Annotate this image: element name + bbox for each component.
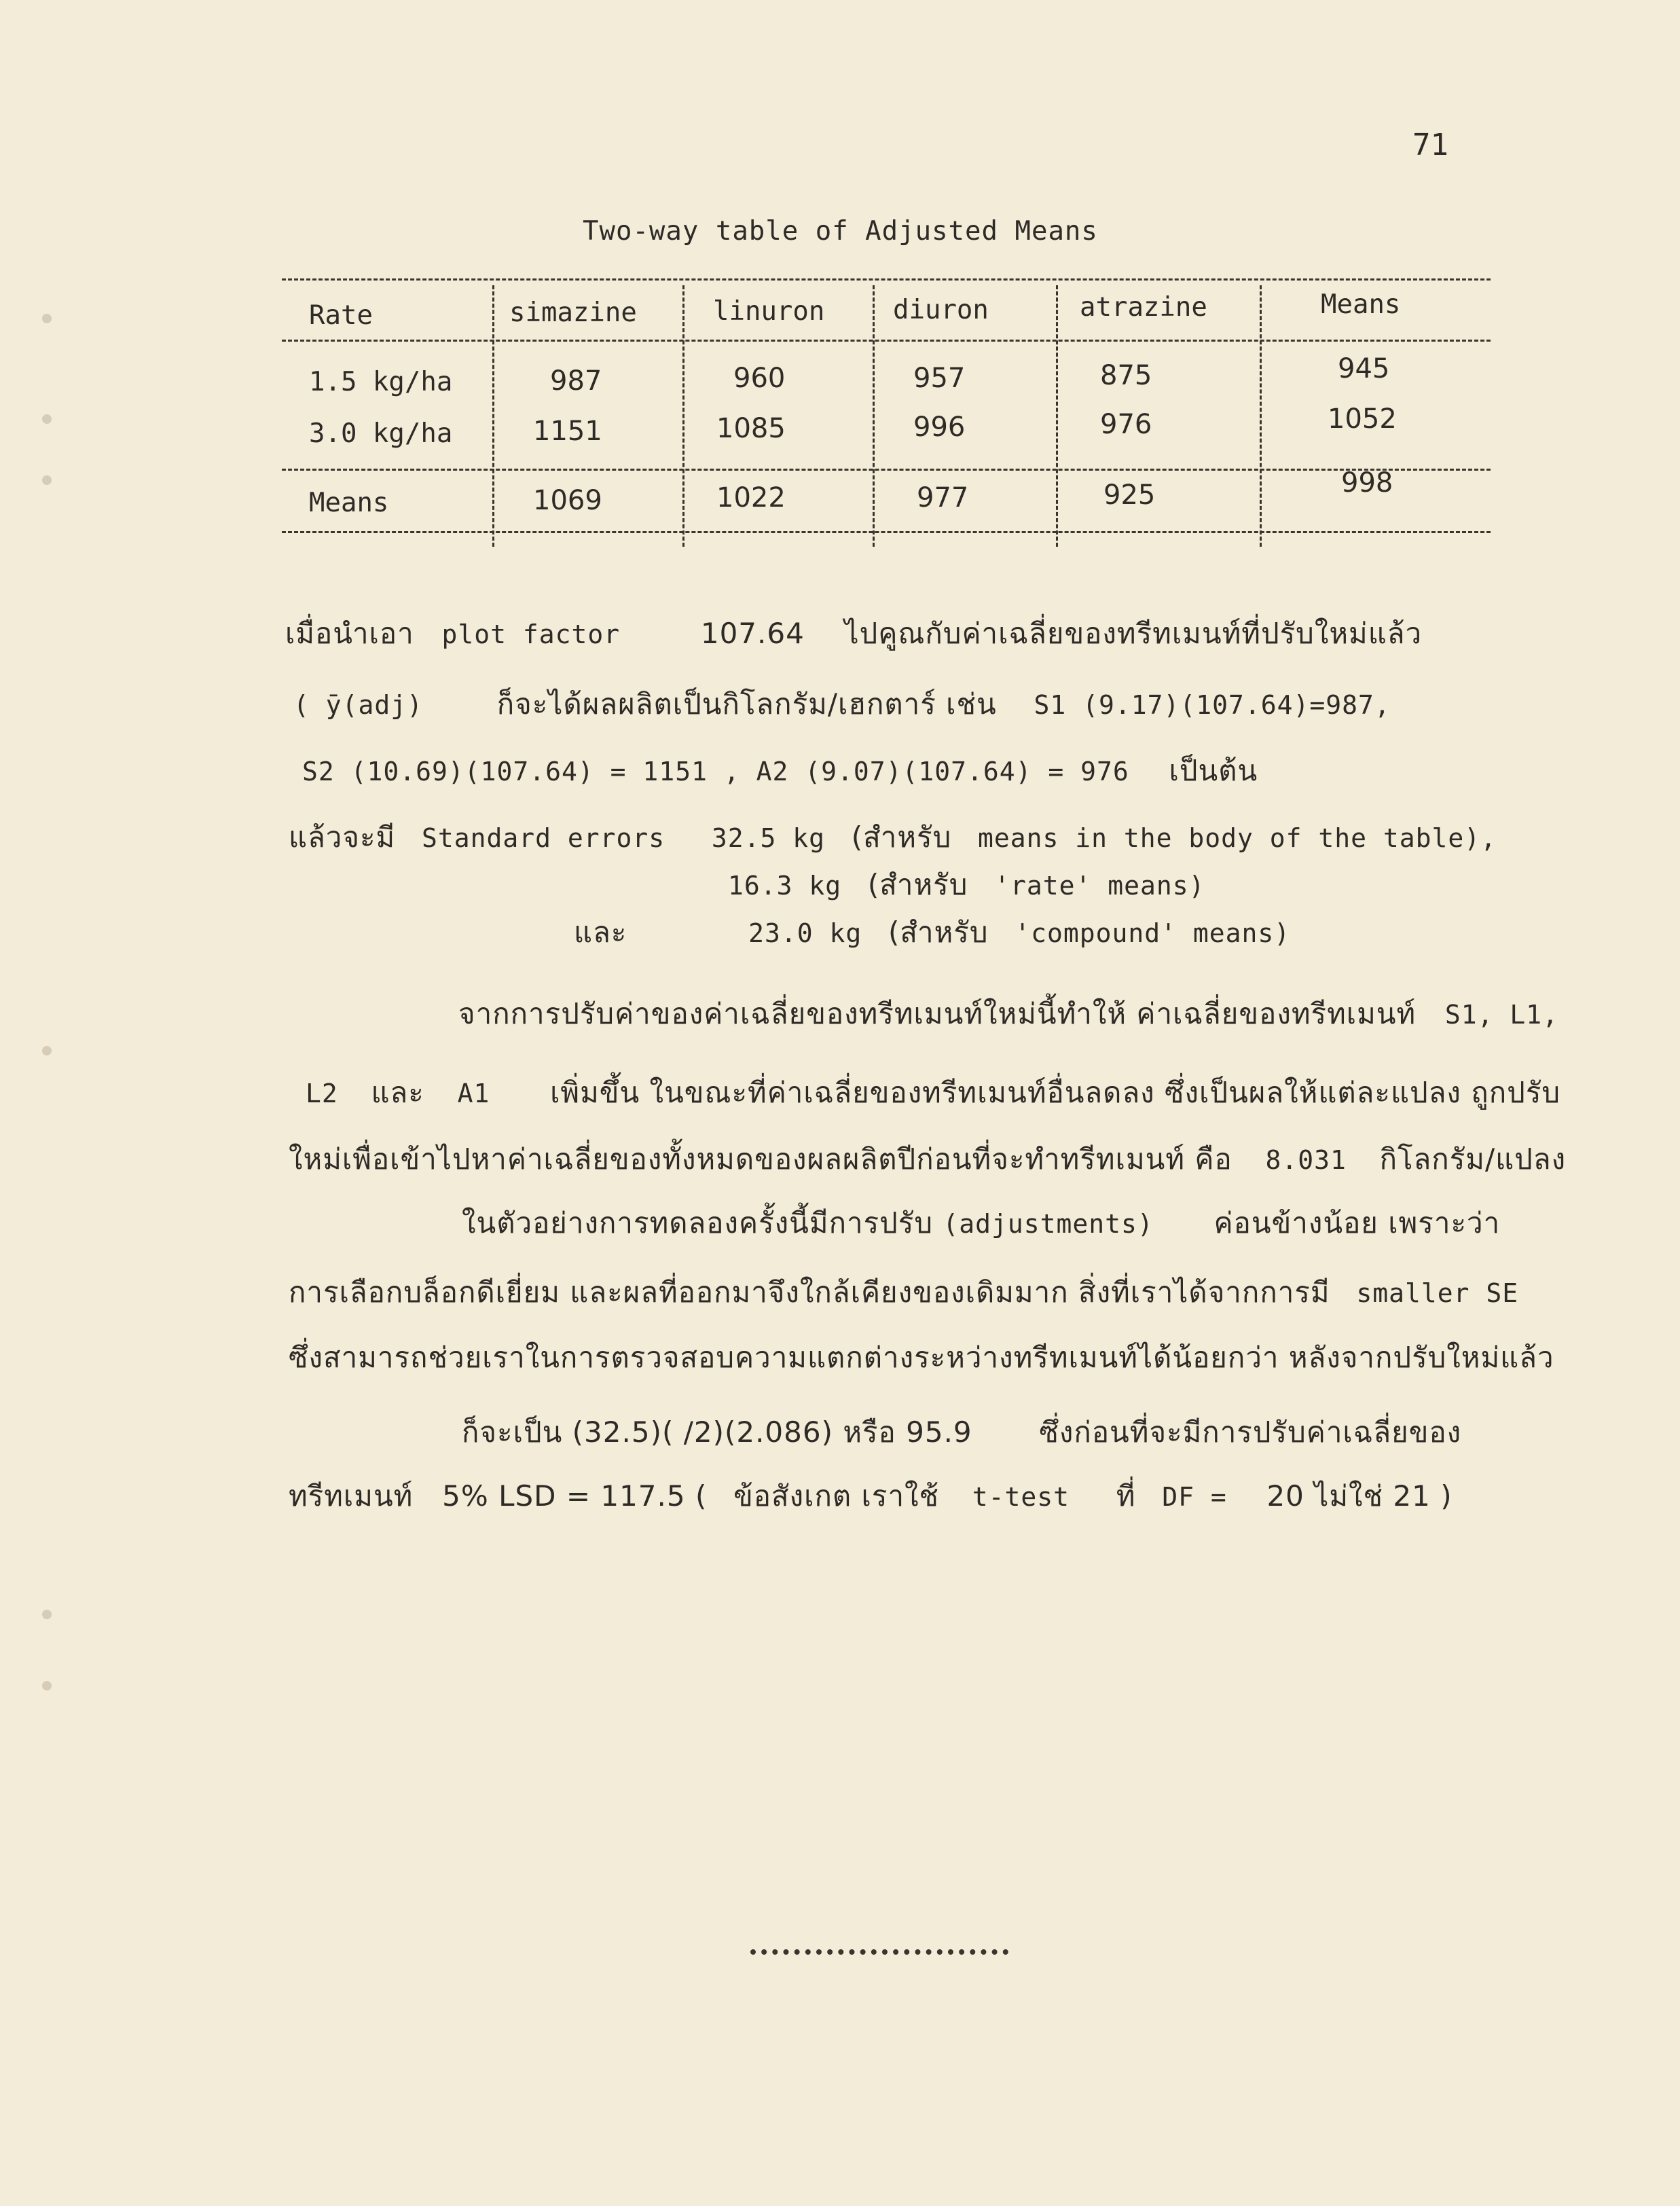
text-line (289, 1137, 1566, 1182)
text-run: ซึ่งก่อนที่จะมีการปรับค่าเฉลี่ยของ (1039, 1415, 1462, 1449)
table-column-rule (1260, 285, 1262, 547)
text-run: ไปคูณกับค่าเฉลี่ยของทรีทเมนท์ที่ปรับใหม่แล้ว (844, 617, 1423, 650)
table-header-rule (282, 340, 1491, 342)
table-cell: 998 (1341, 467, 1393, 499)
text-run: ทรีทเมนท์ (289, 1479, 414, 1513)
adjusted-means-table (282, 278, 1491, 550)
text-run: จากการปรับค่าของค่าเฉลี่ยของทรีทเมนท์ใหม่นี้ทำให้ ค่าเฉลี่ยของทรีทเมนท์ (458, 997, 1417, 1030)
text-line (293, 682, 1391, 727)
text-run: และ (371, 1076, 424, 1109)
text-line (289, 815, 1497, 860)
text-run: 5% LSD = 117.5 ( (442, 1479, 708, 1513)
text-run: L2 (306, 1079, 338, 1108)
text-run: ค่อนข้างน้อย เพราะว่า (1213, 1206, 1501, 1240)
header-rate: Rate (309, 300, 373, 331)
binder-hole-mark (42, 475, 52, 485)
text-run: 16.3 kg (728, 871, 842, 901)
means-row-label: Means (309, 488, 389, 518)
header-diuron: diuron (893, 295, 989, 325)
text-line (458, 992, 1558, 1036)
text-run: (สำหรับ (851, 820, 952, 854)
text-line (574, 910, 1290, 955)
text-run: เป็นต้น (1169, 754, 1258, 787)
table-column-rule (682, 285, 684, 547)
binder-hole-mark (42, 414, 52, 424)
text-line (462, 1410, 1461, 1455)
text-run: เพิ่มขึ้น ในขณะที่ค่าเฉลี่ยของทรีทเมนท์อื่นลดลง ซึ่งเป็นผลให้แต่ละแปลง ถูกปรับ (550, 1076, 1561, 1109)
table-means-rule (282, 469, 1491, 471)
binder-hole-mark (42, 1610, 52, 1619)
table-column-rule (1056, 285, 1058, 547)
table-column-rule (873, 285, 875, 547)
table-cell: 996 (913, 412, 966, 443)
text-run: (สำหรับ (888, 916, 989, 949)
text-run: t-test (972, 1482, 1070, 1512)
header-simazine: simazine (509, 297, 637, 328)
text-run: (สำหรับ (867, 868, 968, 901)
table-cell: 976 (1100, 409, 1152, 440)
text-run: S1, L1, (1444, 1000, 1559, 1030)
text-run: S2 (10.69)(107.64) = 1151 , A2 (9.07)(107.64) = 976 (302, 757, 1129, 786)
table-cell: 957 (913, 363, 966, 394)
row-label: 3.0 kg/ha (309, 418, 453, 449)
binder-hole-mark (42, 314, 52, 323)
text-run: S1 (9.17)(107.64)=987, (1034, 690, 1391, 720)
text-run: เมื่อนำเอา (285, 617, 414, 650)
text-run: ก็จะเป็น (32.5)( /2)(2.086) หรือ 95.9 (462, 1415, 972, 1449)
text-run: A1 (457, 1079, 490, 1108)
table-cell: 1052 (1328, 403, 1397, 435)
table-cell: 1085 (716, 413, 786, 444)
text-run: กิโลกรัม/แปลง (1379, 1142, 1567, 1176)
text-run: Standard errors (421, 823, 665, 853)
text-line (289, 1335, 1554, 1380)
table-cell: 1151 (533, 416, 602, 447)
table-column-rule (492, 285, 494, 547)
text-run: ก็จะได้ผลผลิตเป็นกิโลกรัม/เฮกตาร์ เช่น (496, 687, 997, 721)
text-run: ( ȳ(adj) (293, 690, 424, 720)
header-linuron: linuron (713, 296, 825, 327)
text-run: 107.64 (700, 617, 805, 650)
table-cell: 945 (1338, 353, 1390, 384)
table-cell: 987 (550, 365, 602, 397)
table-cell: 977 (917, 482, 969, 513)
row-label: 1.5 kg/ha (309, 367, 453, 397)
header-means: Means (1321, 289, 1401, 320)
text-line (302, 748, 1258, 793)
text-run: การเลือกบล็อกดีเยี่ยม และผลที่ออกมาจึงใกล้เคียงของเดิมมาก สิ่งที่เราได้จากการมี (289, 1276, 1330, 1309)
table-cell: 1022 (716, 482, 786, 513)
text-run: 8.031 (1265, 1145, 1347, 1175)
text-line (306, 1070, 1560, 1115)
table-title: Two-way table of Adjusted Means (583, 216, 1098, 247)
table-cell: 960 (733, 363, 786, 394)
text-run: ที่ (1116, 1479, 1136, 1513)
table-top-rule (282, 278, 1491, 281)
page-number: 71 (1412, 128, 1448, 162)
binder-hole-mark (42, 1046, 52, 1055)
text-run: และ (574, 916, 627, 949)
text-run: ข้อสังเกต เราใช้ (733, 1479, 940, 1513)
text-run: means in the body of the table), (977, 823, 1497, 853)
text-run: (adjustments) (943, 1209, 1154, 1239)
text-run: 23.0 kg (748, 918, 862, 948)
text-run: ในตัวอย่างการทดลองครั้งนี้มีการปรับ (462, 1206, 934, 1240)
text-line (289, 1474, 1453, 1519)
end-of-text-rule (750, 1949, 1008, 1955)
table-cell: 875 (1100, 360, 1152, 391)
text-run: แล้วจะมี (289, 820, 396, 854)
text-run: smaller SE (1356, 1278, 1519, 1308)
text-run: 'rate' means) (994, 871, 1205, 901)
header-atrazine: atrazine (1080, 292, 1207, 323)
text-line (728, 863, 1205, 907)
text-run: 32.5 kg (711, 823, 826, 853)
text-line (462, 1201, 1500, 1246)
binder-hole-mark (42, 1681, 52, 1690)
text-run: DF = (1162, 1482, 1227, 1512)
text-run: 20 ไม่ใช่ 21 ) (1266, 1479, 1453, 1513)
table-cell: 1069 (533, 485, 602, 516)
text-run: plot factor (441, 619, 621, 649)
text-line (285, 611, 1422, 656)
text-line (289, 1270, 1518, 1315)
table-cell: 925 (1103, 480, 1156, 511)
table-bottom-rule (282, 531, 1491, 533)
text-run: 'compound' means) (1015, 918, 1291, 948)
text-run: ใหม่เพื่อเข้าไปหาค่าเฉลี่ยของทั้งหมดของผลผลิตปีก่อนที่จะทำทรีทเมนท์ คือ (289, 1142, 1232, 1176)
text-run: ซึ่งสามารถช่วยเราในการตรวจสอบความแตกต่างระหว่างทรีทเมนท์ได้น้อยกว่า หลังจากปรับใหม่แล้ว (289, 1341, 1554, 1374)
